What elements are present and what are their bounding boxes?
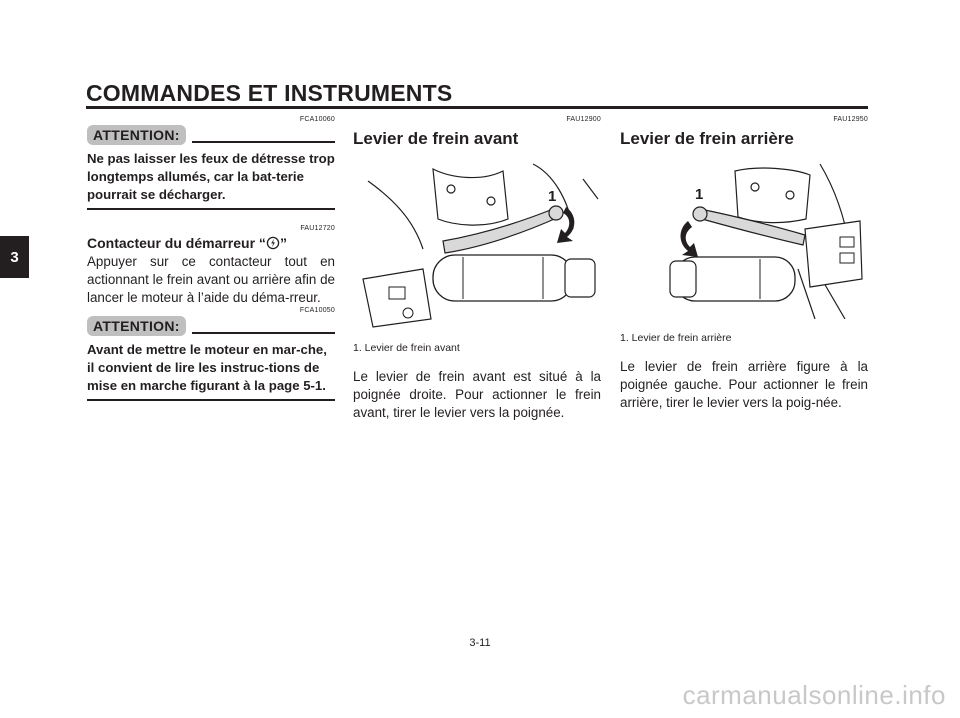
starter-switch-icon: [266, 236, 280, 253]
figure-caption: 1. Levier de frein avant: [353, 342, 460, 354]
attention-rule: [192, 141, 335, 143]
front-brake-illustration: [353, 159, 601, 329]
section-title: Levier de frein arrière: [620, 129, 794, 148]
figure-caption: 1. Levier de frein arrière: [620, 332, 732, 344]
section-body-text: Le levier de frein arrière figure à la poignée gauche. Pour actionner le frein arrière, tirer le levier vers la poig-née.: [620, 359, 868, 410]
attention-header: [87, 125, 335, 145]
starter-title-suffix: ”: [279, 235, 287, 251]
column-right: [620, 116, 868, 412]
watermark: carmanualsonline.info: [682, 680, 946, 710]
attention-label: ATTENTION:: [87, 125, 186, 145]
rear-brake-illustration: [620, 159, 868, 319]
ref-code: FAU12720: [300, 225, 335, 232]
starter-body-text: Appuyer sur ce contacteur tout en actionnant le frein avant ou arrière afin de lancer le moteur à l’aide du déma-rreur.: [87, 254, 335, 305]
chapter-tab: 3: [0, 236, 29, 278]
attention-label: ATTENTION:: [87, 316, 186, 336]
starter-title-prefix: Contacteur du démarreur “: [87, 235, 266, 251]
callout-number: 1: [548, 188, 557, 205]
column-left: [87, 116, 335, 401]
ref-code: FAU12900: [566, 116, 601, 123]
page-header-title: COMMANDES ET INSTRUMENTS: [86, 80, 453, 106]
page-number: 3-11: [469, 637, 491, 649]
column-middle: [353, 116, 601, 422]
callout-number: 1: [695, 186, 704, 203]
rear-brake-figure: [620, 159, 868, 324]
warning-text: Ne pas laisser les feux de détresse trop longtemps allumés, car la bat-terie pourrait se décharger.: [87, 151, 335, 202]
starter-switch-title: [87, 235, 335, 253]
ref-code: FCA10050: [299, 307, 335, 314]
attention-rule: [192, 332, 335, 334]
section-body-text: Le levier de frein avant est situé à la poignée droite. Pour actionner le frein avant, tirer le levier vers la poignée.: [353, 369, 601, 420]
warning-end-rule: [87, 399, 335, 401]
header-rule: [86, 106, 868, 109]
section-title: Levier de frein avant: [353, 129, 519, 148]
ref-code: FCA10060: [299, 116, 335, 123]
ref-code: FAU12950: [833, 116, 868, 123]
attention-header: [87, 316, 335, 336]
front-brake-figure: [353, 159, 601, 334]
warning-text: Avant de mettre le moteur en mar-che, il convient de lire les instruc-tions de mise en marche figurant à la page 5-1.: [87, 342, 327, 393]
warning-end-rule: [87, 208, 335, 210]
